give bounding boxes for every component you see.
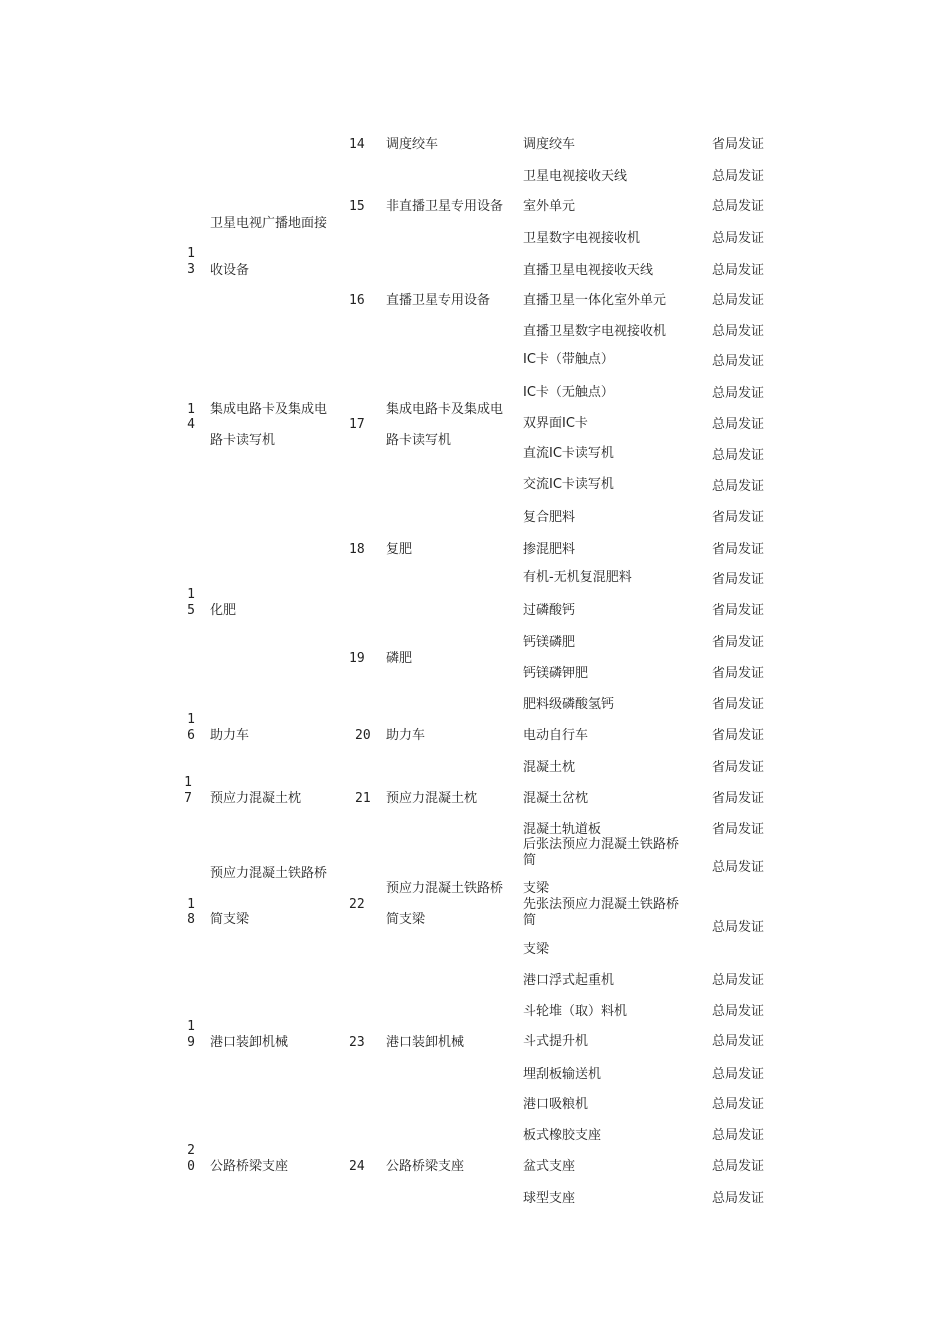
- issuer-label: 总局发证: [712, 860, 765, 875]
- product-name: 电动自行车: [523, 728, 589, 743]
- group-number-digit: 9: [187, 1035, 195, 1050]
- product-name: IC卡（无触点）: [523, 385, 614, 400]
- category-name: 简支梁: [386, 912, 426, 927]
- group-number-digit: 1: [187, 712, 195, 727]
- group-name: 预应力混凝土铁路桥: [210, 866, 328, 881]
- issuer-label: 省局发证: [712, 137, 765, 152]
- issuer-label: 省局发证: [712, 791, 765, 806]
- issuer-label: 省局发证: [712, 635, 765, 650]
- category-number: 17: [349, 417, 365, 432]
- category-number: 19: [349, 651, 365, 666]
- category-number: 22: [349, 897, 365, 912]
- product-name: 有机-无机复混肥料: [523, 570, 632, 585]
- category-name: 非直播卫星专用设备: [386, 199, 504, 214]
- category-name: 助力车: [386, 728, 426, 743]
- product-name: 港口吸粮机: [523, 1097, 589, 1112]
- issuer-label: 省局发证: [712, 510, 765, 525]
- issuer-label: 省局发证: [712, 542, 765, 557]
- product-name: 埋刮板输送机: [523, 1067, 602, 1082]
- product-name: 交流IC卡读写机: [523, 477, 614, 492]
- product-name: 混凝土岔枕: [523, 791, 589, 806]
- issuer-label: 省局发证: [712, 697, 765, 712]
- group-number-digit: 6: [187, 728, 195, 743]
- issuer-label: 总局发证: [712, 479, 765, 494]
- group-name: 集成电路卡及集成电: [210, 402, 328, 417]
- product-name: 调度绞车: [523, 137, 576, 152]
- issuer-label: 总局发证: [712, 386, 765, 401]
- issuer-label: 总局发证: [712, 263, 765, 278]
- product-name: 室外单元: [523, 199, 576, 214]
- category-number: 15: [349, 199, 365, 214]
- category-number: 18: [349, 542, 365, 557]
- product-name: 斗式提升机: [523, 1034, 589, 1049]
- group-name: 化肥: [210, 603, 237, 618]
- issuer-label: 省局发证: [712, 822, 765, 837]
- issuer-label: 总局发证: [712, 1191, 765, 1206]
- issuer-label: 总局发证: [712, 1067, 765, 1082]
- product-name: 后张法预应力混凝土铁路桥: [523, 837, 680, 852]
- issuer-label: 省局发证: [712, 603, 765, 618]
- issuer-label: 省局发证: [712, 760, 765, 775]
- group-number-digit: 1: [187, 402, 195, 417]
- issuer-label: 省局发证: [712, 666, 765, 681]
- product-name: 钙镁磷钾肥: [523, 666, 589, 681]
- product-name: 简: [523, 913, 537, 928]
- product-name: 板式橡胶支座: [523, 1128, 602, 1143]
- group-name: 公路桥梁支座: [210, 1159, 289, 1174]
- category-name: 调度绞车: [386, 137, 439, 152]
- issuer-label: 总局发证: [712, 231, 765, 246]
- group-name: 港口装卸机械: [210, 1035, 289, 1050]
- product-name: 肥料级磷酸氢钙: [523, 697, 615, 712]
- category-number: 20: [355, 728, 371, 743]
- product-name: 先张法预应力混凝土铁路桥: [523, 897, 680, 912]
- product-name: 混凝土轨道板: [523, 822, 602, 837]
- group-name: 收设备: [210, 263, 250, 278]
- category-name: 复肥: [386, 542, 413, 557]
- issuer-label: 总局发证: [712, 920, 765, 935]
- group-number-digit: 2: [187, 1143, 195, 1158]
- product-name: 双界面IC卡: [523, 416, 588, 431]
- group-name: 路卡读写机: [210, 433, 276, 448]
- category-number: 23: [349, 1035, 365, 1050]
- product-name: 卫星电视接收天线: [523, 169, 628, 184]
- issuer-label: 总局发证: [712, 1128, 765, 1143]
- category-name: 预应力混凝土枕: [386, 791, 478, 806]
- category-name: 集成电路卡及集成电: [386, 402, 504, 417]
- product-name: 钙镁磷肥: [523, 635, 576, 650]
- issuer-label: 总局发证: [712, 324, 765, 339]
- product-name: 过磷酸钙: [523, 603, 576, 618]
- category-number: 14: [349, 137, 365, 152]
- product-name: 盆式支座: [523, 1159, 576, 1174]
- group-number-digit: 3: [187, 262, 195, 277]
- issuer-label: 总局发证: [712, 199, 765, 214]
- group-number-digit: 7: [184, 791, 192, 806]
- category-name: 磷肥: [386, 651, 413, 666]
- issuer-label: 总局发证: [712, 293, 765, 308]
- issuer-label: 总局发证: [712, 417, 765, 432]
- product-name: 支梁: [523, 942, 550, 957]
- product-name: 港口浮式起重机: [523, 973, 615, 988]
- product-name: 支梁: [523, 881, 550, 896]
- issuer-label: 总局发证: [712, 1034, 765, 1049]
- issuer-label: 总局发证: [712, 448, 765, 463]
- issuer-label: 总局发证: [712, 1159, 765, 1174]
- issuer-label: 总局发证: [712, 354, 765, 369]
- group-number-digit: 1: [184, 775, 192, 790]
- group-number-digit: 4: [187, 417, 195, 432]
- group-name: 简支梁: [210, 912, 250, 927]
- product-name: IC卡（带触点）: [523, 352, 614, 367]
- issuer-label: 总局发证: [712, 1004, 765, 1019]
- group-number-digit: 1: [187, 897, 195, 912]
- category-number: 16: [349, 293, 365, 308]
- product-name: 掺混肥料: [523, 542, 576, 557]
- product-name: 简: [523, 853, 537, 868]
- group-number-digit: 1: [187, 246, 195, 261]
- category-number: 21: [355, 791, 371, 806]
- product-name: 卫星数字电视接收机: [523, 231, 641, 246]
- group-name: 卫星电视广播地面接: [210, 216, 328, 231]
- product-name: 复合肥料: [523, 510, 576, 525]
- category-number: 24: [349, 1159, 365, 1174]
- product-name: 混凝土枕: [523, 760, 576, 775]
- product-name: 直流IC卡读写机: [523, 446, 614, 461]
- group-number-digit: 0: [187, 1159, 195, 1174]
- group-number-digit: 1: [187, 1019, 195, 1034]
- category-name: 直播卫星专用设备: [386, 293, 491, 308]
- category-name: 预应力混凝土铁路桥: [386, 881, 504, 896]
- product-name: 直播卫星一体化室外单元: [523, 293, 667, 308]
- product-name: 球型支座: [523, 1191, 576, 1206]
- issuer-label: 总局发证: [712, 1097, 765, 1112]
- issuer-label: 省局发证: [712, 728, 765, 743]
- group-number-digit: 1: [187, 587, 195, 602]
- product-name: 斗轮堆（取）料机: [523, 1004, 628, 1019]
- product-name: 直播卫星电视接收天线: [523, 263, 654, 278]
- product-name: 直播卫星数字电视接收机: [523, 324, 667, 339]
- category-name: 公路桥梁支座: [386, 1159, 465, 1174]
- group-number-digit: 5: [187, 603, 195, 618]
- group-name: 预应力混凝土枕: [210, 791, 302, 806]
- group-number-digit: 8: [187, 912, 195, 927]
- issuer-label: 总局发证: [712, 973, 765, 988]
- issuer-label: 省局发证: [712, 572, 765, 587]
- category-name: 港口装卸机械: [386, 1035, 465, 1050]
- issuer-label: 总局发证: [712, 169, 765, 184]
- category-name: 路卡读写机: [386, 433, 452, 448]
- group-name: 助力车: [210, 728, 250, 743]
